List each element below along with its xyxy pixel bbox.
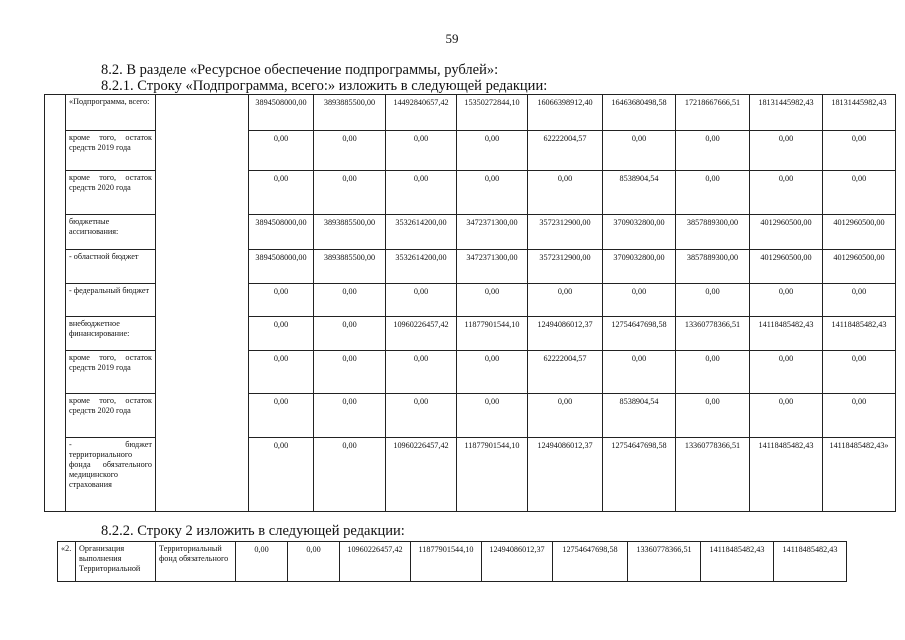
subsection-heading-2: 8.2.2. Строку 2 изложить в следующей редакции: [101,523,405,539]
value-cell: 16463680498,58 [603,95,676,131]
value-cell: 0,00 [823,171,896,215]
section-heading: 8.2. В разделе «Ресурсное обеспечение подпрограммы, рублей»: [101,62,499,78]
value-cell: 4012960500,00 [750,250,823,284]
value-cell: 3472371300,00 [457,215,528,250]
value-cell: 13360778366,51 [676,438,750,512]
value-cell: 12494086012,37 [482,542,553,582]
value-cell: 0,00 [249,171,314,215]
value-cell: 8538904,54 [603,394,676,438]
value-cell: 0,00 [750,131,823,171]
value-cell: 0,00 [236,542,288,582]
value-cell: 12494086012,37 [528,438,603,512]
value-cell: 11877901544,10 [411,542,482,582]
value-cell: 4012960500,00 [823,250,896,284]
value-cell: 12754647698,58 [603,317,676,351]
value-cell: 18131445982,43 [750,95,823,131]
row-label: - федеральный бюджет [66,284,156,317]
row-label: бюджетные ассигнования: [66,215,156,250]
value-cell: 14492840657,42 [386,95,457,131]
value-cell: 0,00 [386,171,457,215]
row-label: внебюджетное финансирование: [66,317,156,351]
row-label: «Подпрограмма, всего: [66,95,156,131]
value-cell: 4012960500,00 [750,215,823,250]
value-cell: 16066398912,40 [528,95,603,131]
value-cell: 62222004,57 [528,351,603,394]
resource-table [44,94,896,512]
value-cell: 0,00 [249,131,314,171]
value-cell: 0,00 [676,351,750,394]
value-cell: 0,00 [386,284,457,317]
value-cell: 11877901544,10 [457,317,528,351]
value-cell: 0,00 [457,394,528,438]
value-cell: 10960226457,42 [340,542,411,582]
value-cell: 0,00 [528,171,603,215]
value-cell: 0,00 [314,284,386,317]
value-cell: 0,00 [603,131,676,171]
row-label: кроме того, остаток средств 2020 года [66,394,156,438]
value-cell: 14118485482,43» [823,438,896,512]
value-cell: 0,00 [528,284,603,317]
page-number: 59 [445,31,459,46]
value-cell: 0,00 [823,394,896,438]
value-cell: 0,00 [249,284,314,317]
value-cell: 0,00 [314,394,386,438]
value-cell: 8538904,54 [603,171,676,215]
value-cell: 0,00 [386,131,457,171]
row-number: «2. [58,542,76,582]
value-cell: 3894508000,00 [249,215,314,250]
value-cell: 13360778366,51 [628,542,701,582]
row-name: Организация выполнения Территориальной [76,542,156,582]
row2-table [57,541,847,582]
value-cell: 10960226457,42 [386,438,457,512]
row-label: - областной бюджет [66,250,156,284]
value-cell: 0,00 [249,438,314,512]
value-cell: 0,00 [457,131,528,171]
value-cell: 10960226457,42 [386,317,457,351]
value-cell: 3572312900,00 [528,215,603,250]
value-cell: 3472371300,00 [457,250,528,284]
value-cell: 0,00 [823,351,896,394]
blank-cell [156,95,249,512]
row-executor: Территориальный фонд обязательного [156,542,236,582]
value-cell: 3893885500,00 [314,250,386,284]
subsection-heading-1: 8.2.1. Строку «Подпрограмма, всего:» изложить в следующей редакции: [101,78,548,94]
value-cell: 3709032800,00 [603,215,676,250]
value-cell: 0,00 [750,351,823,394]
value-cell: 3893885500,00 [314,215,386,250]
value-cell: 0,00 [386,351,457,394]
value-cell: 0,00 [314,131,386,171]
value-cell: 3572312900,00 [528,250,603,284]
row-label: кроме того, остаток средств 2019 года [66,131,156,171]
row-label: кроме того, остаток средств 2020 года [66,171,156,215]
value-cell: 0,00 [603,351,676,394]
value-cell: 3893885500,00 [314,95,386,131]
value-cell: 0,00 [314,438,386,512]
value-cell: 18131445982,43 [823,95,896,131]
value-cell: 0,00 [457,171,528,215]
value-cell: 0,00 [457,351,528,394]
table-row [58,542,847,582]
value-cell: 0,00 [528,394,603,438]
row-label: - бюджет территориального фонда обязательного медицинского страхования [66,438,156,512]
value-cell: 12754647698,58 [603,438,676,512]
value-cell: 3532614200,00 [386,250,457,284]
value-cell: 0,00 [676,284,750,317]
value-cell: 0,00 [676,131,750,171]
value-cell: 12754647698,58 [553,542,628,582]
value-cell: 0,00 [603,284,676,317]
value-cell: 0,00 [750,171,823,215]
value-cell: 3709032800,00 [603,250,676,284]
value-cell: 0,00 [386,394,457,438]
value-cell: 0,00 [314,171,386,215]
value-cell: 0,00 [823,131,896,171]
value-cell: 0,00 [676,171,750,215]
value-cell: 0,00 [750,284,823,317]
value-cell: 17218667666,51 [676,95,750,131]
value-cell: 3857889300,00 [676,250,750,284]
value-cell: 0,00 [314,351,386,394]
value-cell: 0,00 [823,284,896,317]
table-row [45,95,896,131]
value-cell: 0,00 [457,284,528,317]
value-cell: 11877901544,10 [457,438,528,512]
value-cell: 62222004,57 [528,131,603,171]
value-cell: 14118485482,43 [750,317,823,351]
value-cell: 4012960500,00 [823,215,896,250]
row-label: кроме того, остаток средств 2019 года [66,351,156,394]
value-cell: 15350272844,10 [457,95,528,131]
value-cell: 0,00 [314,317,386,351]
value-cell: 14118485482,43 [701,542,774,582]
value-cell: 0,00 [249,351,314,394]
value-cell: 0,00 [750,394,823,438]
value-cell: 12494086012,37 [528,317,603,351]
blank-cell [45,95,66,512]
value-cell: 3894508000,00 [249,95,314,131]
value-cell: 0,00 [249,394,314,438]
value-cell: 13360778366,51 [676,317,750,351]
value-cell: 0,00 [249,317,314,351]
value-cell: 3857889300,00 [676,215,750,250]
value-cell: 3532614200,00 [386,215,457,250]
value-cell: 14118485482,43 [774,542,847,582]
value-cell: 0,00 [676,394,750,438]
value-cell: 14118485482,43 [750,438,823,512]
value-cell: 0,00 [288,542,340,582]
value-cell: 3894508000,00 [249,250,314,284]
value-cell: 14118485482,43 [823,317,896,351]
